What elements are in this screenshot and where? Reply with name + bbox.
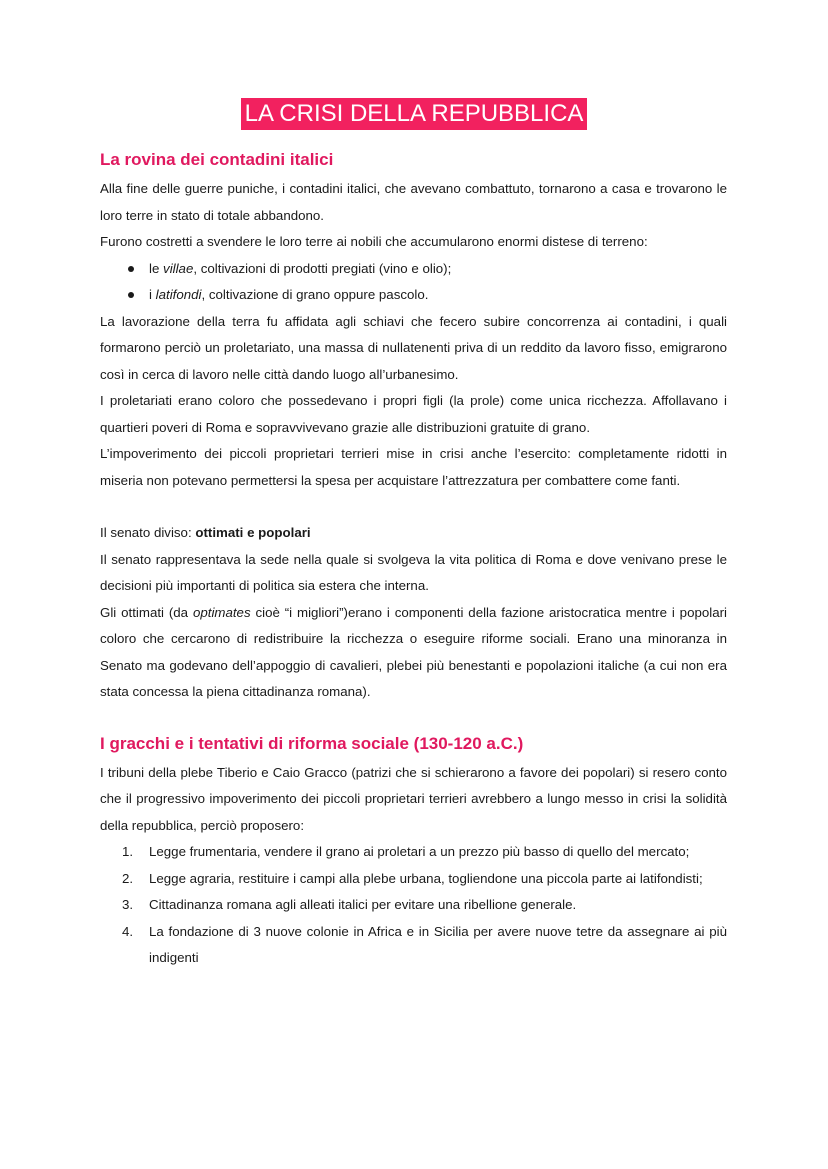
paragraph: Gli ottimati (da optimates cioè “i migliori”)erano i componenti della fazione aristocratica mentre i popolari coloro che cercarono di redistribuire la ricchezza o eseguire riforme sociali. Erano una minoranza in Senato ma godevano dell’appoggio di cavalieri, plebei più benestanti e popolazioni italiche (a cui non era stata concessa la piena cittadinanza romana). [100,604,727,699]
list-item: le villae, coltivazioni di prodotti pregiati (vino e olio); [128,256,727,283]
list-item: 3. Cittadinanza romana agli alleati italici per evitare una ribellione generale. [122,897,577,912]
list-item: 2. Legge agraria, restituire i campi alla plebe urbana, togliendone una piccola parte ai latifondisti; [122,870,703,886]
spacer [100,494,727,520]
section-heading-senato: Il senato diviso: ottimati e popolari [100,525,311,540]
numbered-list [100,839,727,972]
spacer [100,706,727,732]
title-wrap [0,98,828,130]
paragraph: Il senato rappresentava la sede nella quale si svolgeva la vita politica di Roma e dove venivano prese le decisioni più importanti di politica sia estera che interna. [100,551,727,593]
content [100,148,727,972]
list-item: 1. Legge frumentaria, vendere il grano ai proletari a un prezzo più basso di quello del mercato; [122,844,690,859]
bullet-icon [128,292,134,298]
list-item: 4. La fondazione di 3 nuove colonie in Africa e in Sicilia per avere nuove tetre da assegnare ai più indigenti [122,923,727,965]
bullet-list [100,256,727,309]
paragraph: L’impoverimento dei piccoli proprietari terrieri mise in crisi anche l’esercito: completamente ridotti in miseria non potevano permettersi la spesa per acquistare l’attrezzatura per combattere come fanti. [100,446,727,488]
paragraph: La lavorazione della terra fu affidata agli schiavi che fecero subire concorrenza ai contadini, i quali formarono perciò un proletariato, una massa di nullatenenti priva di un reddito da lavoro fisso, emigrarono così in cerca di lavoro nelle città dando luogo all’urbanesimo. [100,313,727,382]
paragraph: Alla fine delle guerre puniche, i contadini italici, che avevano combattuto, tornarono a casa e trovarono le loro terre in stato di totale abbandono. [100,181,727,223]
paragraph: I proletariati erano coloro che possedevano i propri figli (la prole) come unica ricchezza. Affollavano i quartieri poveri di Roma e sopravvivevano grazie alle distribuzioni gratuite di grano. [100,393,727,435]
paragraph: Furono costretti a svendere le loro terre ai nobili che accumularono enormi distese di terreno: [100,234,648,249]
section-heading-contadini: La rovina dei contadini italici [100,150,334,169]
list-item: i latifondi, coltivazione di grano oppure pascolo. [128,282,727,309]
page-title: LA CRISI DELLA REPUBBLICA [241,98,588,130]
section-heading-gracchi: I gracchi e i tentativi di riforma sociale (130-120 a.C.) [100,733,524,753]
bullet-icon [128,266,134,272]
paragraph: I tribuni della plebe Tiberio e Caio Gracco (patrizi che si schierarono a favore dei popolari) si resero conto che il progressivo impoverimento dei piccoli proprietari terrieri avrebbero a lungo messo in crisi la solidità della repubblica, perciò proposero: [100,764,727,833]
